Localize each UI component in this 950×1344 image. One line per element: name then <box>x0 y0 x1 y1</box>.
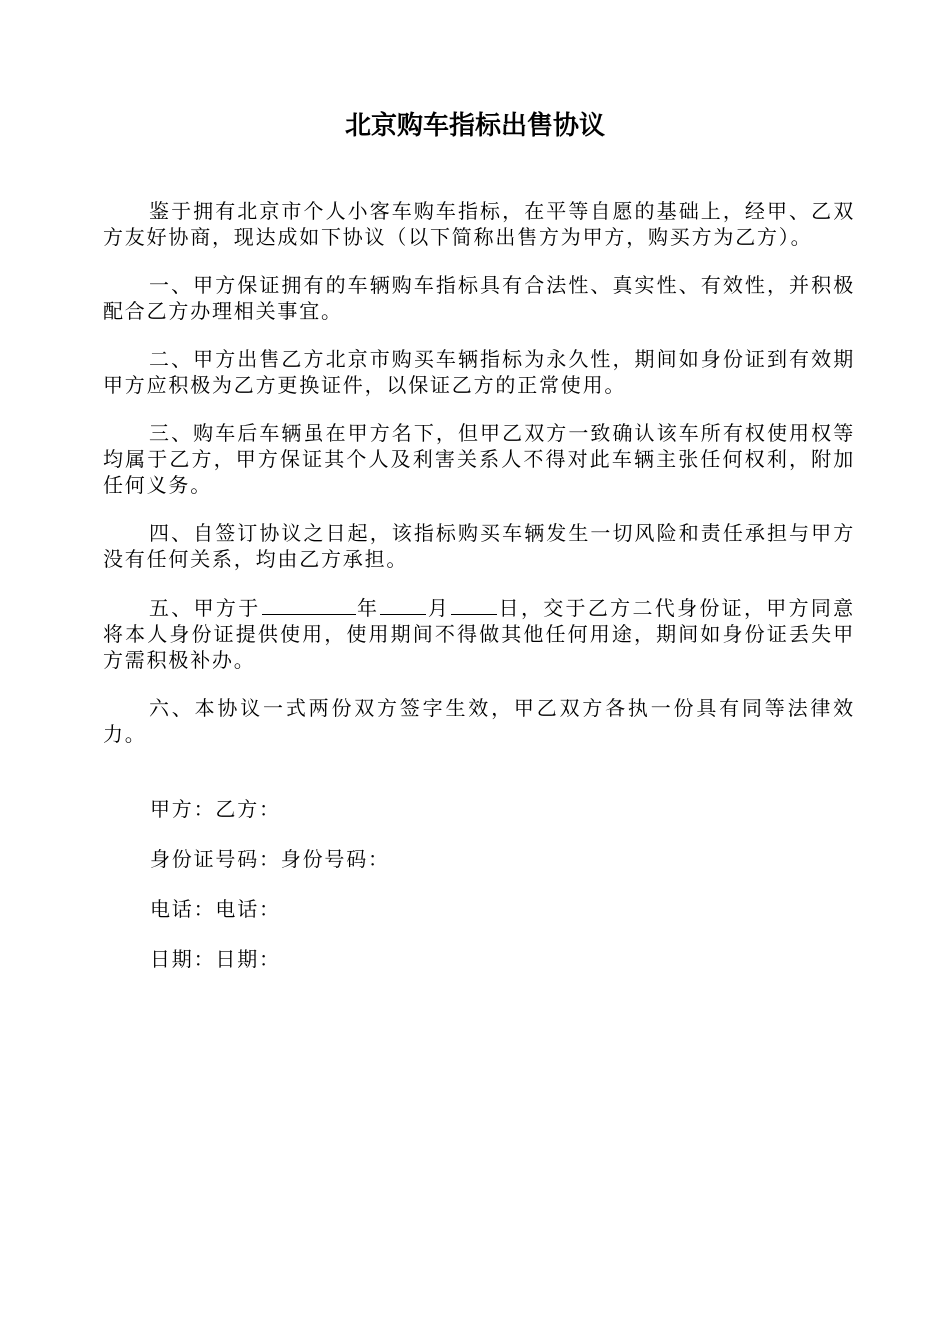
intro-paragraph: 鉴于拥有北京市个人小客车购车指标，在平等自愿的基础上，经甲、乙双方友好协商，现达成如下协议（以下简称出售方为甲方，购买方为乙方）。 <box>103 199 855 249</box>
signature-phone-line: 电话：电话： <box>150 897 281 921</box>
day-blank-field[interactable] <box>451 594 497 615</box>
signature-party-line: 甲方：乙方： <box>150 797 281 821</box>
signature-block <box>150 796 390 996</box>
document-title: 北京购车指标出售协议 <box>344 111 605 141</box>
clause-5-prefix: 五、甲方于 <box>149 596 261 620</box>
clause-2: 二、甲方出售乙方北京市购买车辆指标为永久性，期间如身份证到有效期甲方应积极为乙方更换证件，以保证乙方的正常使用。 <box>103 347 855 397</box>
clause-5-rest: 日，交于乙方二代身份证，甲方同意将本人身份证提供使用，使用期间不得做其他任何用途，期间如身份证丢失甲方需积极补办。 <box>103 596 855 672</box>
clause-5 <box>103 594 855 673</box>
year-blank-field[interactable] <box>262 594 356 615</box>
clause-5-month-label: 月 <box>427 596 451 620</box>
clause-1: 一、甲方保证拥有的车辆购车指标具有合法性、真实性、有效性，并积极配合乙方办理相关事宜。 <box>103 273 855 323</box>
clause-5-year-label: 年 <box>356 596 380 620</box>
signature-date-line: 日期：日期： <box>150 947 281 971</box>
document-body <box>103 198 855 769</box>
clause-6: 六、本协议一式两份双方签字生效，甲乙双方各执一份具有同等法律效力。 <box>103 696 855 746</box>
signature-id-line: 身份证号码：身份号码： <box>150 847 390 871</box>
month-blank-field[interactable] <box>380 594 426 615</box>
clause-3: 三、购车后车辆虽在甲方名下，但甲乙双方一致确认该车所有权使用权等均属于乙方，甲方保证其个人及利害关系人不得对此车辆主张任何权利，附加任何义务。 <box>103 421 855 497</box>
clause-4: 四、自签订协议之日起，该指标购买车辆发生一切风险和责任承担与甲方没有任何关系，均由乙方承担。 <box>103 521 855 571</box>
